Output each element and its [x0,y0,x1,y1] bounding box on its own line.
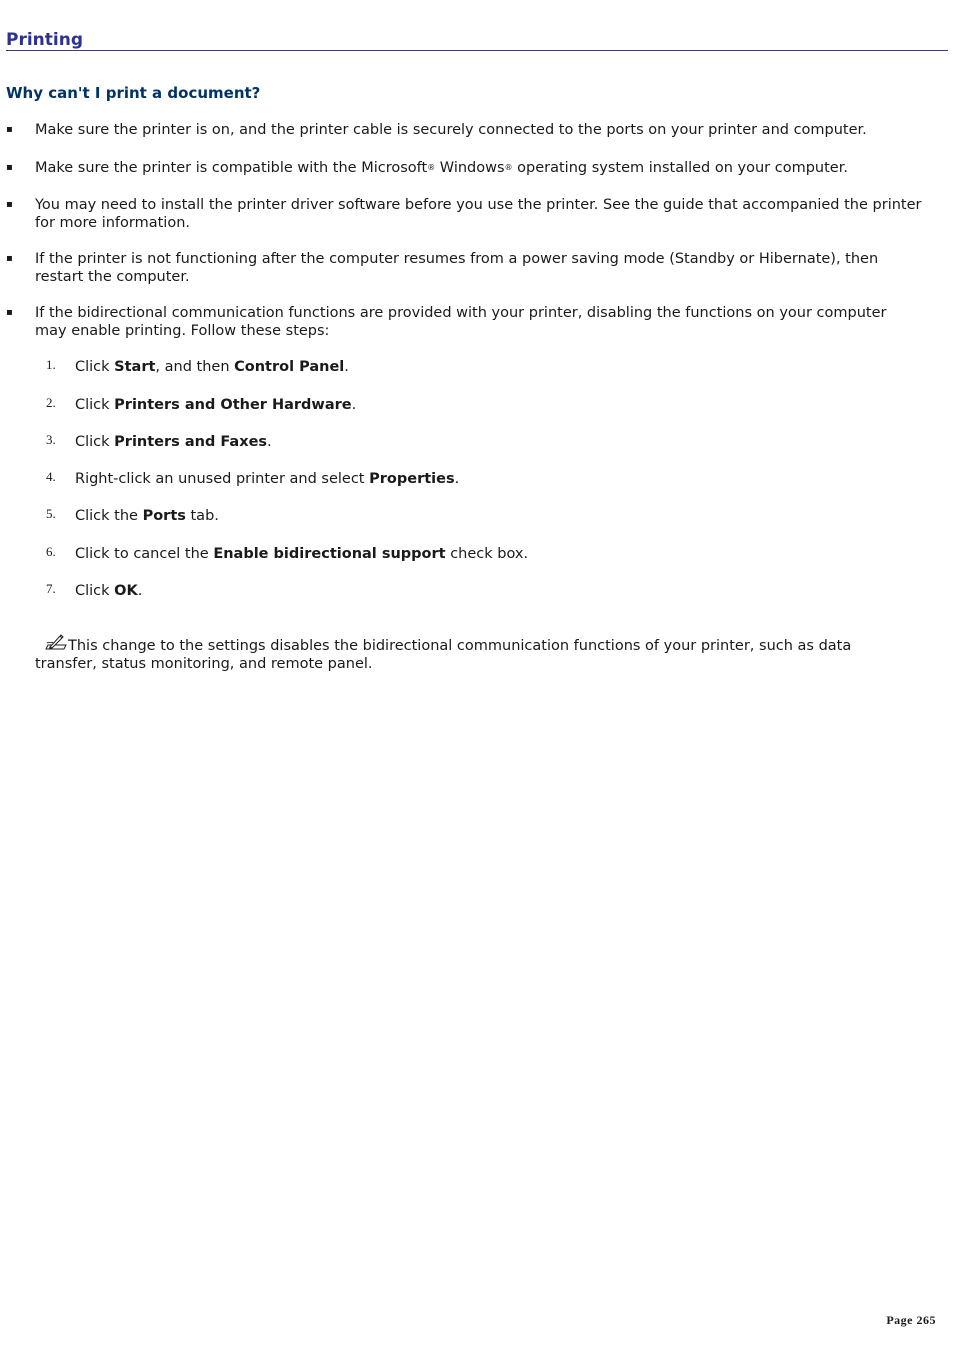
step-text-part: . [344,359,349,375]
step-text-part: . [137,583,143,599]
step-number: 2. [46,395,56,410]
bullet-text: If the printer is not functioning after the computer resumes from a power saving mode (Standby or Hibernate), then restart the computer. [35,251,879,285]
step-text-part: Click [75,583,115,599]
bullet-marker: ▪ [6,162,13,173]
step-number: 5. [46,506,56,521]
step-item [46,470,906,488]
step-number: 1. [46,357,56,372]
step-text-part: Click [75,359,115,375]
step-item [46,396,906,414]
ui-term: Printers and Faxes [114,434,268,450]
step-text [75,507,906,525]
step-text-part: . [267,434,272,450]
step-number: 6. [46,544,56,559]
step-text-part: . [454,471,460,487]
bullet-marker: ▪ [6,199,13,210]
step-text-part: tab. [185,508,219,524]
step-text-part: Click the [75,508,143,524]
bullet-text [35,159,922,177]
bullet-text: If the bidirectional communication functions are provided with your printer, disabling the functions on your computer may enable printing. Follow these steps: [35,305,887,339]
step-text [75,470,906,488]
bullet-text-part: operating system installed on your computer. [512,160,848,176]
ui-term: Control Panel [234,359,345,375]
note-pencil-icon [44,632,68,652]
bullet-item [6,121,922,139]
step-text [75,433,906,451]
step-text [75,582,906,600]
ui-term: OK [114,583,138,599]
note [35,632,915,673]
bullet-marker: ▪ [6,307,13,318]
ui-term: Start [114,359,156,375]
step-text [75,545,906,563]
step-item [46,545,906,563]
bullet-text: You may need to install the printer driver software before you use the printer. See the guide that accompanied the printer for more information. [35,197,922,231]
step-text-part: check box. [445,546,529,562]
step-number: 3. [46,432,56,447]
step-item [46,582,906,600]
step-number: 7. [46,581,56,596]
step-text-part: Click to cancel the [75,546,214,562]
bullet-marker: ▪ [6,124,13,135]
page-number: Page 265 [886,1313,936,1327]
bullet-item [6,196,922,232]
step-text-part: , and then [155,359,235,375]
step-text [75,396,906,414]
step-number: 4. [46,469,56,484]
bullet-text-part: Windows [435,160,505,176]
step-text-part: Click [75,434,115,450]
registered-mark: ® [427,163,436,172]
step-text-part: . [351,397,357,413]
bullet-item [6,304,922,340]
registered-mark: ® [504,163,513,172]
note-text: This change to the settings disables the bidirectional communication functions of your printer, such as data transfer, status monitoring, and remote panel. [35,638,852,672]
step-item [46,433,906,451]
bullet-text-part: Make sure the printer is compatible with the Microsoft [35,160,428,176]
step-text-part: Click [75,397,115,413]
bullet-text: Make sure the printer is on, and the printer cable is securely connected to the ports on your printer and computer. [35,122,867,138]
bullet-marker: ▪ [6,253,13,264]
step-text [75,358,906,376]
step-text-part: Right-click an unused printer and select [75,471,370,487]
ui-term: Ports [142,508,186,524]
section-heading: Why can't I print a document? [6,84,261,102]
ui-term: Enable bidirectional support [213,546,446,562]
step-item [46,507,906,525]
ui-term: Printers and Other Hardware [114,397,352,413]
bullet-item [6,159,922,177]
ui-term: Properties [369,471,455,487]
page-title: Printing [6,30,948,51]
bullet-item [6,250,922,286]
step-item [46,358,906,376]
